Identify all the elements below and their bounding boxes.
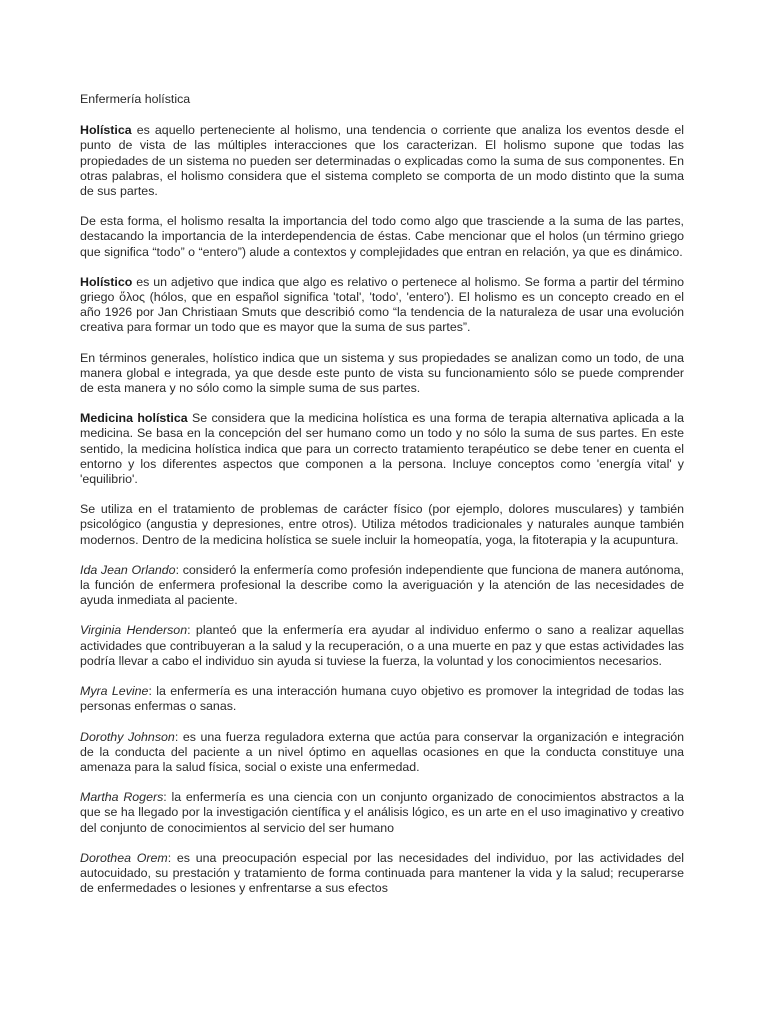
author-name: Myra Levine — [80, 684, 149, 699]
author-name: Virginia Henderson — [80, 623, 188, 638]
paragraph — [80, 563, 684, 609]
paragraph-text: De esta forma, el holismo resalta la importancia del todo como algo que trasciende a la suma de las partes, destacando la importancia de la interdependencia de éstas. Cabe mencionar que el holos (un término griego que significa “todo” o “entero”) alude a contextos y complejidades que entran en relación, ya que es dinámico. — [80, 214, 684, 259]
document-title: Enfermería holística — [80, 92, 191, 106]
paragraph — [80, 623, 684, 669]
paragraph — [80, 214, 684, 260]
paragraph — [80, 851, 684, 897]
paragraph-text: : consideró la enfermería como profesión independiente que funciona de manera autónoma, la función de enfermera profesional la describe como la averiguación y la atención de las necesidades de ayuda inmediata al paciente. — [80, 562, 684, 608]
paragraph — [80, 275, 684, 336]
author-name: Martha Rogers — [80, 790, 164, 805]
author-name: Dorothy Johnson — [80, 729, 175, 744]
term-heading: Holística — [80, 123, 132, 138]
paragraph-text: es aquello perteneciente al holismo, una tendencia o corriente que analiza los eventos desde el punto de vista de las múltiples interacciones que los caracterizan. El holismo supone que todas las propiedades de un sistema no pueden ser determinadas o explicadas como la suma de sus componentes. En otras palabras, el holismo considera que el sistema completo se comporta de un modo distinto que la suma de sus partes. — [80, 123, 684, 199]
paragraph-text: Se utiliza en el tratamiento de problemas de carácter físico (por ejemplo, dolores musculares) y también psicológico (angustia y depresiones, entre otros). Utiliza métodos tradicionales y naturales aunque también modernos. Dentro de la medicina holística se suele incluir la homeopatía, yoga, la fitoterapia y la acupuntura. — [80, 502, 684, 547]
author-name: Dorothea Orem — [80, 850, 168, 865]
paragraph-text: : es una preocupación especial por las necesidades del individuo, por las actividades del autocuidado, su prestación y tratamiento de forma continuada para mantener la vida y la salud; recuperarse de enfermedades o lesiones y enfrentarse a sus efectos — [80, 850, 684, 896]
paragraph-text: es un adjetivo que indica que algo es relativo o pertenece al holismo. Se forma a partir del término griego ὅλος (hólos, que en español significa 'total', 'todo', 'entero'). El holismo es un concepto creado en el año 1926 por Jan Christiaan Smuts que describió como “la tendencia de la naturaleza de usar una evolución creativa para formar un todo que es mayor que la suma de sus partes”. — [80, 274, 684, 335]
paragraph — [80, 502, 684, 548]
term-heading: Medicina holística — [80, 411, 188, 426]
paragraph-list — [80, 123, 684, 896]
paragraph — [80, 411, 684, 487]
paragraph-text: : es una fuerza reguladora externa que actúa para conservar la organización e integración de la conducta del paciente a un nivel óptimo en aquellas ocasiones en que la conducta constituye una amenaza para la salud física, social o existe una enfermedad. — [80, 729, 684, 774]
paragraph — [80, 790, 684, 836]
paragraph — [80, 730, 684, 776]
paragraph — [80, 351, 684, 397]
paragraph-text: : la enfermería es una ciencia con un conjunto organizado de conocimientos abstractos a la que se ha llegado por la investigación científica y el análisis lógico, es un arte en el uso imaginativo y creativo del conjunto de conocimientos al servicio del ser humano — [80, 790, 684, 835]
paragraph-text: : planteó que la enfermería era ayudar al individuo enfermo o sano a realizar aquellas actividades que contribuyeran a la salud y la recuperación, o a una muerte en paz y que estas actividades las podría llevar a cabo el individuo sin ayuda si tuviese la fuerza, la voluntad y los conocimientos necesarios. — [80, 623, 684, 668]
document-body — [80, 92, 684, 911]
term-heading: Holístico — [80, 274, 133, 289]
paragraph-text: : la enfermería es una interacción humana cuyo objetivo es promover la integridad de todas las personas enfermas o sanas. — [80, 684, 684, 714]
paragraph-text: Se considera que la medicina holística es una forma de terapia alternativa aplicada a la medicina. Se basa en la concepción del ser humano como un todo y no sólo la suma de sus partes. En este sentido, la medicina holística indica que para un correcto tratamiento terapéutico se debe tener en cuenta el entorno y los diferentes aspectos que componen a la persona. Incluye conceptos como 'energía vital' y 'equilibrio'. — [80, 411, 684, 487]
paragraph — [80, 123, 684, 199]
paragraph — [80, 684, 684, 714]
paragraph-text: En términos generales, holístico indica que un sistema y sus propiedades se analizan como un todo, de una manera global e integrada, ya que desde este punto de vista su funcionamiento sólo se puede comprender de esta manera y no sólo como la simple suma de sus partes. — [80, 350, 684, 396]
author-name: Ida Jean Orlando — [80, 562, 176, 577]
